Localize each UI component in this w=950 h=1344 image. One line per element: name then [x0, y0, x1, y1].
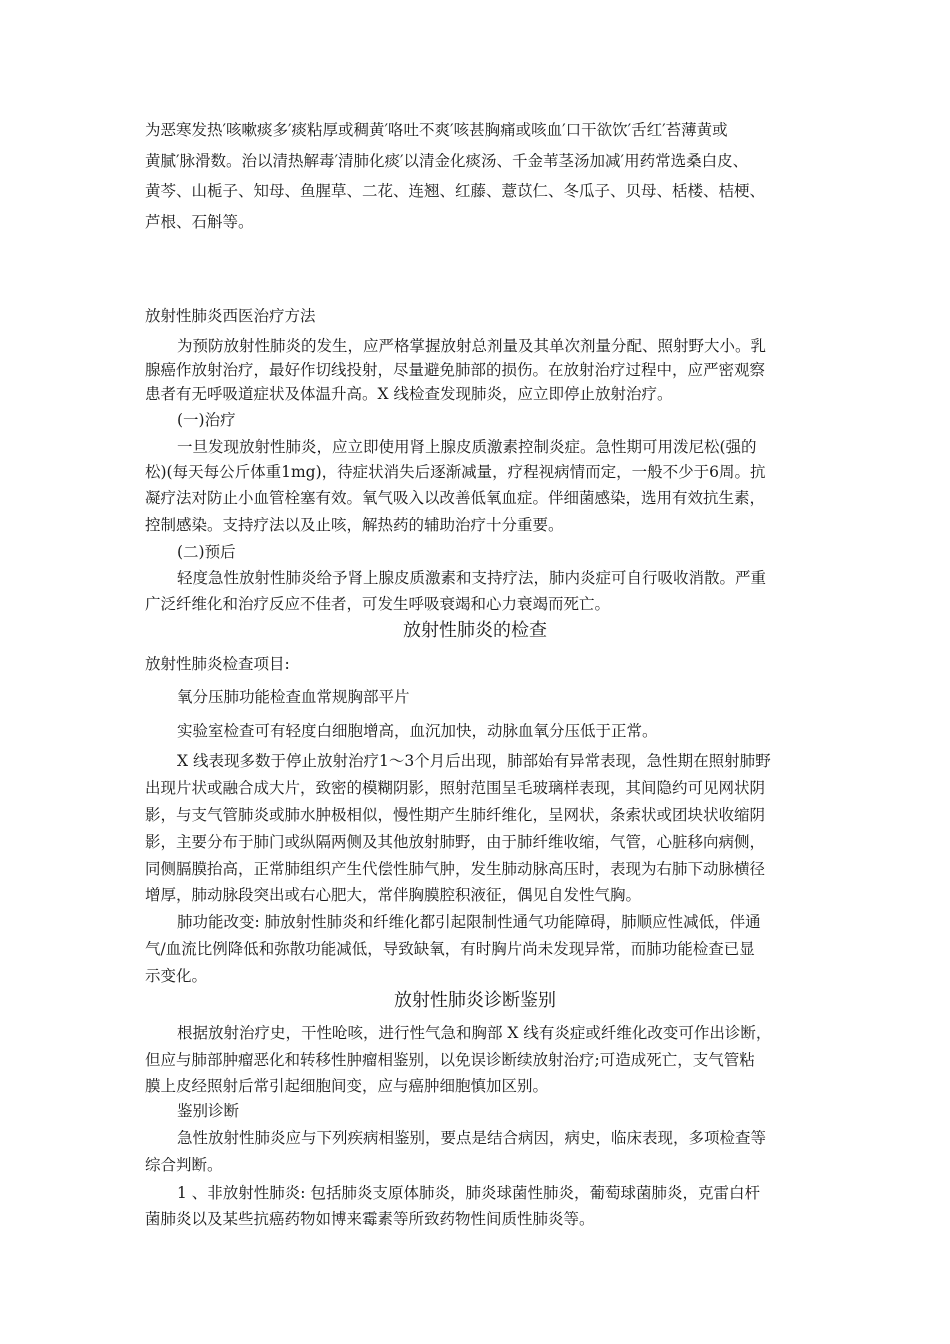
paragraph-line: 但应与肺部肿瘤恶化和转移性肿瘤相鉴别，以免误诊断续放射治疗;可造成死亡，支气管粘 — [145, 1051, 755, 1069]
exam-items: 氧分压肺功能检查血常规胸部平片 — [177, 688, 410, 706]
subheading-treatment: (一)治疗 — [177, 411, 236, 429]
paragraph-line: 影，主要分布于肺门或纵隔两侧及其他放射肺野，由于肺纤维收缩，气管，心脏移向病侧， — [145, 833, 766, 851]
paragraph-line: 出现片状或融合成大片，致密的模糊阴影，照射范围呈毛玻璃样表现，其间隐约可见网状阴 — [145, 779, 766, 797]
heading-diagnosis: 放射性肺炎诊断鉴别 — [394, 990, 556, 1011]
subheading-prognosis: (二)预后 — [177, 543, 236, 561]
paragraph-line: 凝疗法对防止小血管栓塞有效。氧气吸入以改善低氧血症。伴细菌感染，选用有效抗生素， — [145, 489, 766, 507]
paragraph-line: 控制感染。支持疗法以及止咳，解热药的辅助治疗十分重要。 — [145, 516, 564, 534]
section-title: 放射性肺炎西医治疗方法 — [145, 307, 316, 325]
paragraph-line: X 线表现多数于停止放射治疗1～3个月后出现，肺部始有异常表现，急性期在照射肺野 — [177, 752, 771, 770]
paragraph-line: 为预防放射性肺炎的发生，应严格掌握放射总剂量及其单次剂量分配、照射野大小。乳 — [177, 337, 767, 355]
paragraph-line: 同侧膈膜抬高，正常肺组织产生代偿性肺气肿，发生肺动脉高压时，表现为右肺下动脉横径 — [145, 860, 766, 878]
paragraph-line: 增厚，肺动脉段突出或右心肥大，常伴胸膜腔积液征，偶见自发性气胸。 — [145, 886, 642, 904]
paragraph-line: 黄芩、山栀子、知母、鱼腥草、二花、连翘、红藤、薏苡仁、冬瓜子、贝母、栝楼、桔梗、 — [145, 182, 766, 200]
paragraph-line: 示变化。 — [145, 967, 208, 985]
paragraph-line: 影，与支气管肺炎或肺水肿极相似，慢性期产生肺纤维化，呈网状，条索状或团块状收缩阴 — [145, 806, 766, 824]
paragraph-line: 松)(每天每公斤体重1mg)，待症状消失后逐渐减量，疗程视病情而定，一般不少于6周。抗 — [145, 463, 766, 481]
heading-examination: 放射性肺炎的检查 — [403, 620, 547, 641]
paragraph-line: 综合判断。 — [145, 1156, 223, 1174]
paragraph-line: 肺功能改变: 肺放射性肺炎和纤维化都引起限制性通气功能障碍，肺顺应性减低，伴通 — [177, 913, 761, 931]
paragraph-line: 轻度急性放射性肺炎给予肾上腺皮质激素和支持疗法，肺内炎症可自行吸收消散。严重 — [177, 569, 767, 587]
list-item-line: 菌肺炎以及某些抗癌药物如博来霉素等所致药物性间质性肺炎等。 — [145, 1210, 595, 1228]
paragraph-line: 一旦发现放射性肺炎，应立即使用肾上腺皮质激素控制炎症。急性期可用泼尼松(强的 — [177, 438, 757, 456]
paragraph-line: 黄腻′脉滑数。治以清热解毒′清肺化痰′以清金化痰汤、千金苇茎汤加减′用药常选桑白皮、 — [145, 152, 749, 170]
paragraph-line: 膜上皮经照射后常引起细胞间变，应与癌肿细胞慎加区别。 — [145, 1077, 549, 1095]
paragraph-line: 患者有无呼吸道症状及体温升高。X 线检查发现肺炎，应立即停止放射治疗。 — [145, 385, 673, 403]
paragraph-line: 腺癌作放射治疗，最好作切线投射，尽量避免肺部的损伤。在放射治疗过程中，应严密观察 — [145, 361, 766, 379]
exam-label: 放射性肺炎检查项目: — [145, 655, 290, 673]
paragraph-line: 气/血流比例降低和弥散功能减低，导致缺氧，有时胸片尚未发现异常，而肺功能检查已显 — [145, 940, 755, 958]
list-item-line: 1 、非放射性肺炎: 包括肺炎支原体肺炎，肺炎球菌性肺炎，葡萄球菌肺炎，克雷白杆 — [177, 1184, 760, 1202]
subheading-differential: 鉴别诊断 — [177, 1102, 240, 1120]
paragraph-line: 根据放射治疗史，干性呛咳，进行性气急和胸部 X 线有炎症或纤维化改变可作出诊断， — [177, 1024, 772, 1042]
paragraph-line: 芦根、石斛等。 — [145, 213, 254, 231]
paragraph-line: 广泛纤维化和治疗反应不佳者，可发生呼吸衰竭和心力衰竭而死亡。 — [145, 595, 611, 613]
paragraph-line: 急性放射性肺炎应与下列疾病相鉴别，要点是结合病因，病史，临床表现，多项检查等 — [177, 1129, 767, 1147]
paragraph-line: 实验室检查可有轻度白细胞增高，血沉加快，动脉血氧分压低于正常。 — [177, 722, 658, 740]
paragraph-line: 为恶寒发热′咳嗽痰多′痰粘厚或稠黄′咯吐不爽′咳甚胸痛或咳血′口干欲饮′舌红′苔薄黄或 — [145, 121, 728, 139]
